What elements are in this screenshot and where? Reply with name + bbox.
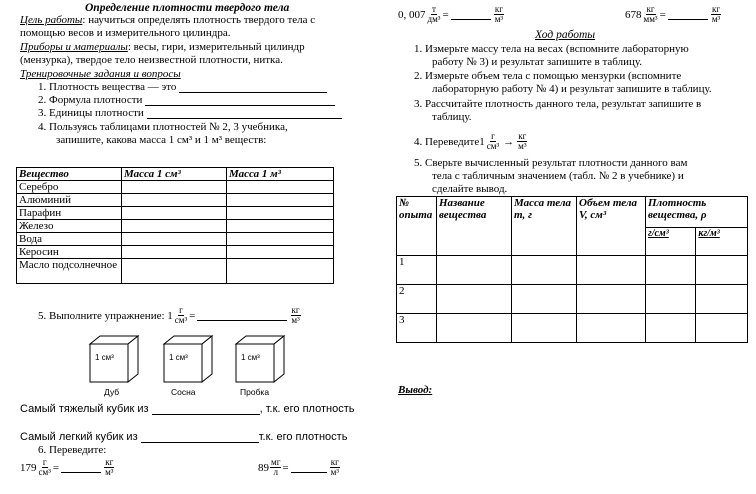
step-5-cont: тела с табличным значением (табл. № 2 в учебнике) и — [432, 170, 684, 182]
substance-cell: Серебро — [17, 181, 122, 194]
step-5: 5. Сверьте вычисленный результат плотности данного вам — [414, 157, 688, 169]
step-2-cont: лабораторную работу № 4) и результат запишите в таблицу. — [432, 83, 712, 95]
col-volume: Объем тела V, см³ — [577, 197, 646, 256]
question-5-text: 5. Выполните упражнение: 1 — [38, 309, 173, 322]
data-cell[interactable] — [646, 256, 696, 285]
mass-cell[interactable] — [122, 220, 227, 233]
conversion-1-answer[interactable] — [61, 462, 101, 473]
col-experiment-number: № опыта — [397, 197, 437, 256]
col-mass: Масса тела m, г — [512, 197, 577, 256]
question-2 — [38, 94, 335, 106]
goal-line-2: помощью весов и измерительного цилиндра. — [20, 27, 231, 39]
col-substance-name: Название вещества — [437, 197, 512, 256]
fraction-t-dm3: $\frac{т}{\text{дм³}}$ — [427, 4, 441, 24]
data-cell[interactable] — [696, 256, 748, 285]
table-row — [17, 220, 334, 233]
col-density-kg-m3: кг/м³ — [696, 228, 748, 256]
data-cell[interactable] — [696, 285, 748, 314]
results-table — [396, 196, 748, 343]
data-cell[interactable] — [437, 285, 512, 314]
goal-label: Цель работы — [20, 14, 83, 26]
mass-cell[interactable] — [122, 246, 227, 259]
mass-cell[interactable] — [122, 259, 227, 284]
row-number: 2 — [397, 285, 437, 314]
conversion-1: 179 $\frac{г}{\text{см³}}$ = $\frac{кг}{\text{м³}}$ — [20, 457, 114, 477]
row-number: 3 — [397, 314, 437, 343]
fraction-kg-mm3: $\frac{кг}{\text{мм³}}$ — [643, 4, 658, 24]
question-5: 5. Выполните упражнение: 1 $\frac{г}{\text{см³}}$ = $\frac{кг}{\text{м³}}$ — [38, 305, 300, 325]
substance-cell: Железо — [17, 220, 122, 233]
fraction-kg-m3: $\frac{кг}{\text{м³}}$ — [105, 457, 114, 477]
data-cell[interactable] — [437, 314, 512, 343]
page-title: Определение плотности твердого тела — [85, 2, 290, 14]
goal-text: : научиться определять плотность твердого тела с — [82, 14, 316, 26]
conversion-2-value: 89 — [258, 461, 269, 474]
step-3: 3. Рассчитайте плотность данного тела, результат запишите в — [414, 98, 702, 110]
fraction-kg-m3: $\frac{кг}{\text{м³}}$ — [330, 457, 340, 477]
equipment-label: Приборы и материалы — [20, 41, 128, 53]
heaviest-answer[interactable] — [152, 404, 260, 415]
table-row — [17, 259, 334, 284]
data-cell[interactable] — [646, 314, 696, 343]
heaviest-line — [20, 403, 354, 415]
conversion-3-answer[interactable] — [451, 9, 491, 20]
step-1: 1. Измерьте массу тела на весах (вспомните лабораторную — [414, 43, 689, 55]
fraction-g-cm3: $\frac{г}{\text{см³}}$ — [486, 131, 500, 151]
answer-line-3[interactable] — [147, 108, 342, 119]
step-4-text: 4. Переведите1 — [414, 135, 485, 148]
heaviest-text: Самый тяжелый кубик из — [20, 403, 149, 415]
question-1 — [38, 81, 327, 93]
fraction-kg-m3: $\frac{кг}{\text{м³}}$ — [711, 4, 721, 24]
conversion-4-value: 678 — [625, 8, 642, 21]
step-5-cont-2: сделайте вывод. — [432, 183, 508, 195]
conversion-4-answer[interactable] — [668, 9, 708, 20]
heaviest-text-2: , т.к. его плотность — [259, 403, 355, 415]
mass-cell[interactable] — [122, 181, 227, 194]
mass-cell[interactable] — [227, 233, 334, 246]
substances-table — [16, 167, 334, 284]
table-row — [17, 233, 334, 246]
fraction-kg-m3: $\frac{кг}{\text{м³}}$ — [518, 131, 527, 151]
answer-line-2[interactable] — [145, 95, 335, 106]
table-row — [17, 194, 334, 207]
table-row — [397, 285, 748, 314]
question-1-text: 1. Плотность вещества — это — [38, 81, 177, 93]
question-4-line-2: запишите, какова масса 1 см³ и 1 м³ веществ: — [56, 134, 267, 146]
table-row — [397, 256, 748, 285]
data-cell[interactable] — [512, 285, 577, 314]
question-3 — [38, 107, 342, 119]
answer-line-1[interactable] — [179, 82, 327, 93]
col-density: Плотность вещества, ρ — [646, 197, 748, 228]
cube-oak-label: 1 см³ — [95, 353, 114, 362]
lightest-line — [20, 431, 347, 443]
goal-line — [20, 14, 315, 26]
step-2: 2. Измерьте объем тела с помощью мензурки (вспомните — [414, 70, 682, 82]
conversion-1-value: 179 — [20, 461, 37, 474]
data-cell[interactable] — [577, 314, 646, 343]
conversion-4: 678 $\frac{кг}{\text{мм³}}$ = $\frac{кг}{\text{м³}}$ — [625, 4, 721, 24]
substance-cell: Масло подсолнечное — [17, 259, 122, 284]
step-3-cont: таблицу. — [432, 111, 472, 123]
training-label: Тренировочные задания и вопросы — [20, 68, 181, 80]
cube-pine-label: 1 см³ — [169, 353, 188, 362]
question-2-text: 2. Формула плотности — [38, 94, 143, 106]
table-row — [17, 207, 334, 220]
col-substance: Вещество — [17, 168, 122, 181]
procedure-title: Ход работы — [535, 29, 596, 41]
question-6: 6. Переведите: — [38, 444, 107, 456]
substance-cell: Парафин — [17, 207, 122, 220]
lightest-text-2: т.к. его плотность — [258, 431, 348, 443]
substance-cell: Алюминий — [17, 194, 122, 207]
fraction-mg-l: $\frac{мг}{л}$ — [271, 457, 281, 477]
lightest-answer[interactable] — [141, 432, 259, 443]
substance-cell: Керосин — [17, 246, 122, 259]
data-cell[interactable] — [577, 256, 646, 285]
table-row — [17, 181, 334, 194]
conversion-2: 89 $\frac{мг}{л}$ = $\frac{кг}{\text{м³}}$ — [258, 457, 340, 477]
data-cell[interactable] — [512, 314, 577, 343]
question-4: 4. Пользуясь таблицами плотностей № 2, 3 учебника, — [38, 121, 288, 133]
answer-line-5[interactable] — [197, 310, 287, 321]
step-4: 4. Переведите1 $\frac{г}{\text{см³}}$ → $\frac{кг}{\text{м³}}$ — [414, 131, 527, 151]
step-1-cont: работу № 3) и результат запишите в таблицу. — [432, 56, 643, 68]
row-number: 1 — [397, 256, 437, 285]
results-header-row — [397, 197, 748, 228]
question-3-text: 3. Единицы плотности — [38, 107, 144, 119]
data-cell[interactable] — [512, 256, 577, 285]
cube-cork-label: 1 см³ — [241, 353, 260, 362]
mass-cell[interactable] — [227, 207, 334, 220]
cube-cork-name: Пробка — [240, 387, 270, 397]
data-cell[interactable] — [696, 314, 748, 343]
data-cell[interactable] — [437, 256, 512, 285]
equipment-line-2: (мензурка), твердое тело неизвестной плотности, нитка. — [20, 54, 283, 66]
mass-cell[interactable] — [227, 220, 334, 233]
table-row — [17, 246, 334, 259]
fraction-g-cm3: $\frac{г}{\text{см³}}$ — [174, 305, 188, 325]
fraction-kg-m3: $\frac{кг}{\text{м³}}$ — [291, 305, 300, 325]
data-cell[interactable] — [577, 285, 646, 314]
mass-cell[interactable] — [227, 246, 334, 259]
equipment-text: : весы, гири, измерительный цилиндр — [127, 41, 305, 53]
mass-cell[interactable] — [122, 194, 227, 207]
col-mass-cm3: Масса 1 см³ — [122, 168, 227, 181]
fraction-g-cm3: $\frac{г}{\text{см³}}$ — [38, 457, 51, 477]
col-mass-m3: Масса 1 м³ — [227, 168, 334, 181]
mass-cell[interactable] — [122, 207, 227, 220]
substance-cell: Вода — [17, 233, 122, 246]
table-row — [397, 314, 748, 343]
mass-cell[interactable] — [122, 233, 227, 246]
data-cell[interactable] — [646, 285, 696, 314]
table-header-row — [17, 168, 334, 181]
conclusion-label: Вывод: — [398, 384, 433, 396]
fraction-kg-m3: $\frac{кг}{\text{м³}}$ — [494, 4, 504, 24]
conversion-3-value: 0, 007 — [398, 8, 426, 21]
equipment-line — [20, 41, 305, 53]
lightest-text: Самый легкий кубик из — [20, 431, 138, 443]
col-density-g-cm3: г/см³ — [646, 228, 696, 256]
mass-cell[interactable] — [227, 181, 334, 194]
cube-pine-name: Сосна — [171, 387, 196, 397]
cube-oak-name: Дуб — [104, 387, 120, 397]
conversion-3: 0, 007 $\frac{т}{\text{дм³}}$ = $\frac{кг}{\text{м³}}$ — [398, 4, 504, 24]
conversion-2-answer[interactable] — [291, 462, 327, 473]
mass-cell[interactable] — [227, 259, 334, 284]
mass-cell[interactable] — [227, 194, 334, 207]
